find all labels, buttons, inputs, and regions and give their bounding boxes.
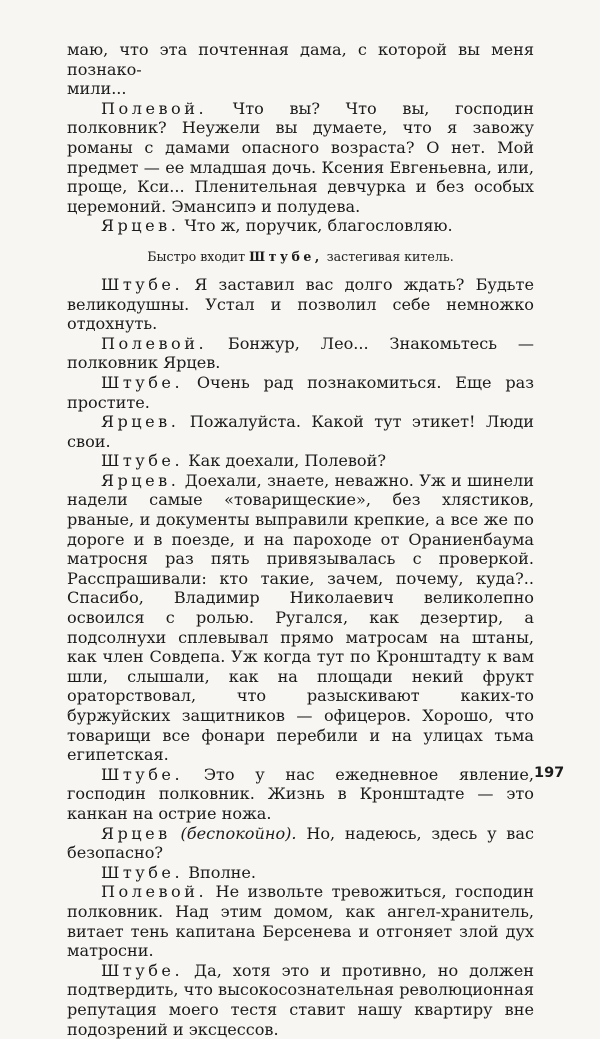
page-number: 197 [534, 765, 565, 781]
speaker-name: Полевой. [101, 333, 208, 353]
speaker-name: Штубе. [101, 274, 184, 294]
paragraph-2: Полевой. Что вы? Что вы, господин полковник? Неужели вы думаете, что я завожу романы с дамами опасного возраста? О нет. Мой предмет — ее младшая дочь. Ксения Евгеньевна, или, проще, Кси... Пленительная девчурка и без особых церемоний. Эмансипэ и полудева. [67, 98, 534, 216]
speaker-name: Штубе, [249, 248, 323, 264]
speaker-name: Ярцев. [101, 216, 180, 236]
paragraph-4: Штубе. Я заставил вас долго ждать? Будьте великодушны. Устал и позволил себе немножко отдохнуть. [67, 274, 534, 334]
speaker-name: Полевой. [101, 882, 208, 902]
paragraph-1: маю, что эта почтенная дама, с которой вы меня познако- мили... [67, 40, 534, 99]
speaker-name: Штубе. [101, 372, 184, 392]
speaker-name: Штубе. [101, 451, 184, 471]
speaker-name: Штубе. [101, 862, 184, 882]
paragraph-7: Ярцев. Пожалуйста. Какой тут этикет! Люди свои. [67, 412, 534, 451]
stage-direction: Быстро входит Штубе, застегивая китель. [147, 248, 454, 264]
paragraph-10: Штубе. Это у нас ежедневное явление, господин полковник. Жизнь в Кронштадте — это канкан на острие ножа. [67, 764, 534, 823]
paragraph-3: Ярцев. Что ж, поручик, благословляю. [101, 216, 453, 236]
stage-remark: (беспокойно). [180, 823, 297, 843]
paragraph-8: Штубе. Как доехали, Полевой? [101, 451, 386, 471]
speaker-name: Ярцев. [101, 412, 180, 432]
paragraph-14: Штубе. Да, хотя это и противно, но должен подтвердить, что высокосознательная революционная репутация моего тестя ставит нашу квартиру вне подозрений и эксцессов. [67, 960, 534, 1039]
paragraph-11: Ярцев (беспокойно). Но, надеюсь, здесь у вас безопасно? [67, 823, 534, 863]
speaker-name: Полевой. [101, 98, 208, 118]
speaker-name: Ярцев [101, 823, 171, 843]
paragraph-12: Штубе. Вполне. [101, 862, 257, 882]
speaker-name: Ярцев. [101, 470, 180, 490]
paragraph-5: Полевой. Бонжур, Лео... Знакомьтесь — полковник Ярцев. [67, 333, 534, 373]
speaker-name: Штубе. [101, 960, 184, 980]
page-text [67, 40, 565, 1039]
paragraph-9: Ярцев. Доехали, знаете, неважно. Уж и шинели надели самые «товарищеские», без хлястиков, рваные, и документы выправили крепкие, а все же по дороге и в поезде, и на пароходе от Ораниенбаума матросня раз пять привязывалась с проверкой. Расспрашивали: кто такие, зачем, почему, куда?.. Спасибо, Владимир Николаевич великолепно освоился с ролью. Ругался, как дезертир, а подсолнухи сплевывал прямо матросам на штаны, как член Совдепа. Уж когда тут по Кронштадту к вам шли, слышали, как на площади некий фрукт ораторствовал, что разыскивают каких-то буржуйских защитников — офицеров. Хорошо, что товарищи все фонари перебили и на улицах тьма египетская. [67, 470, 534, 765]
paragraph-13: Полевой. Не извольте тревожиться, господин полковник. Над этим домом, как ангел-хранитель, витает тень капитана Берсенева и отгоняет злой дух матросни. [67, 882, 534, 961]
speaker-name: Штубе. [101, 764, 184, 784]
paragraph-6: Штубе. Очень рад познакомиться. Еще раз простите. [67, 372, 534, 412]
